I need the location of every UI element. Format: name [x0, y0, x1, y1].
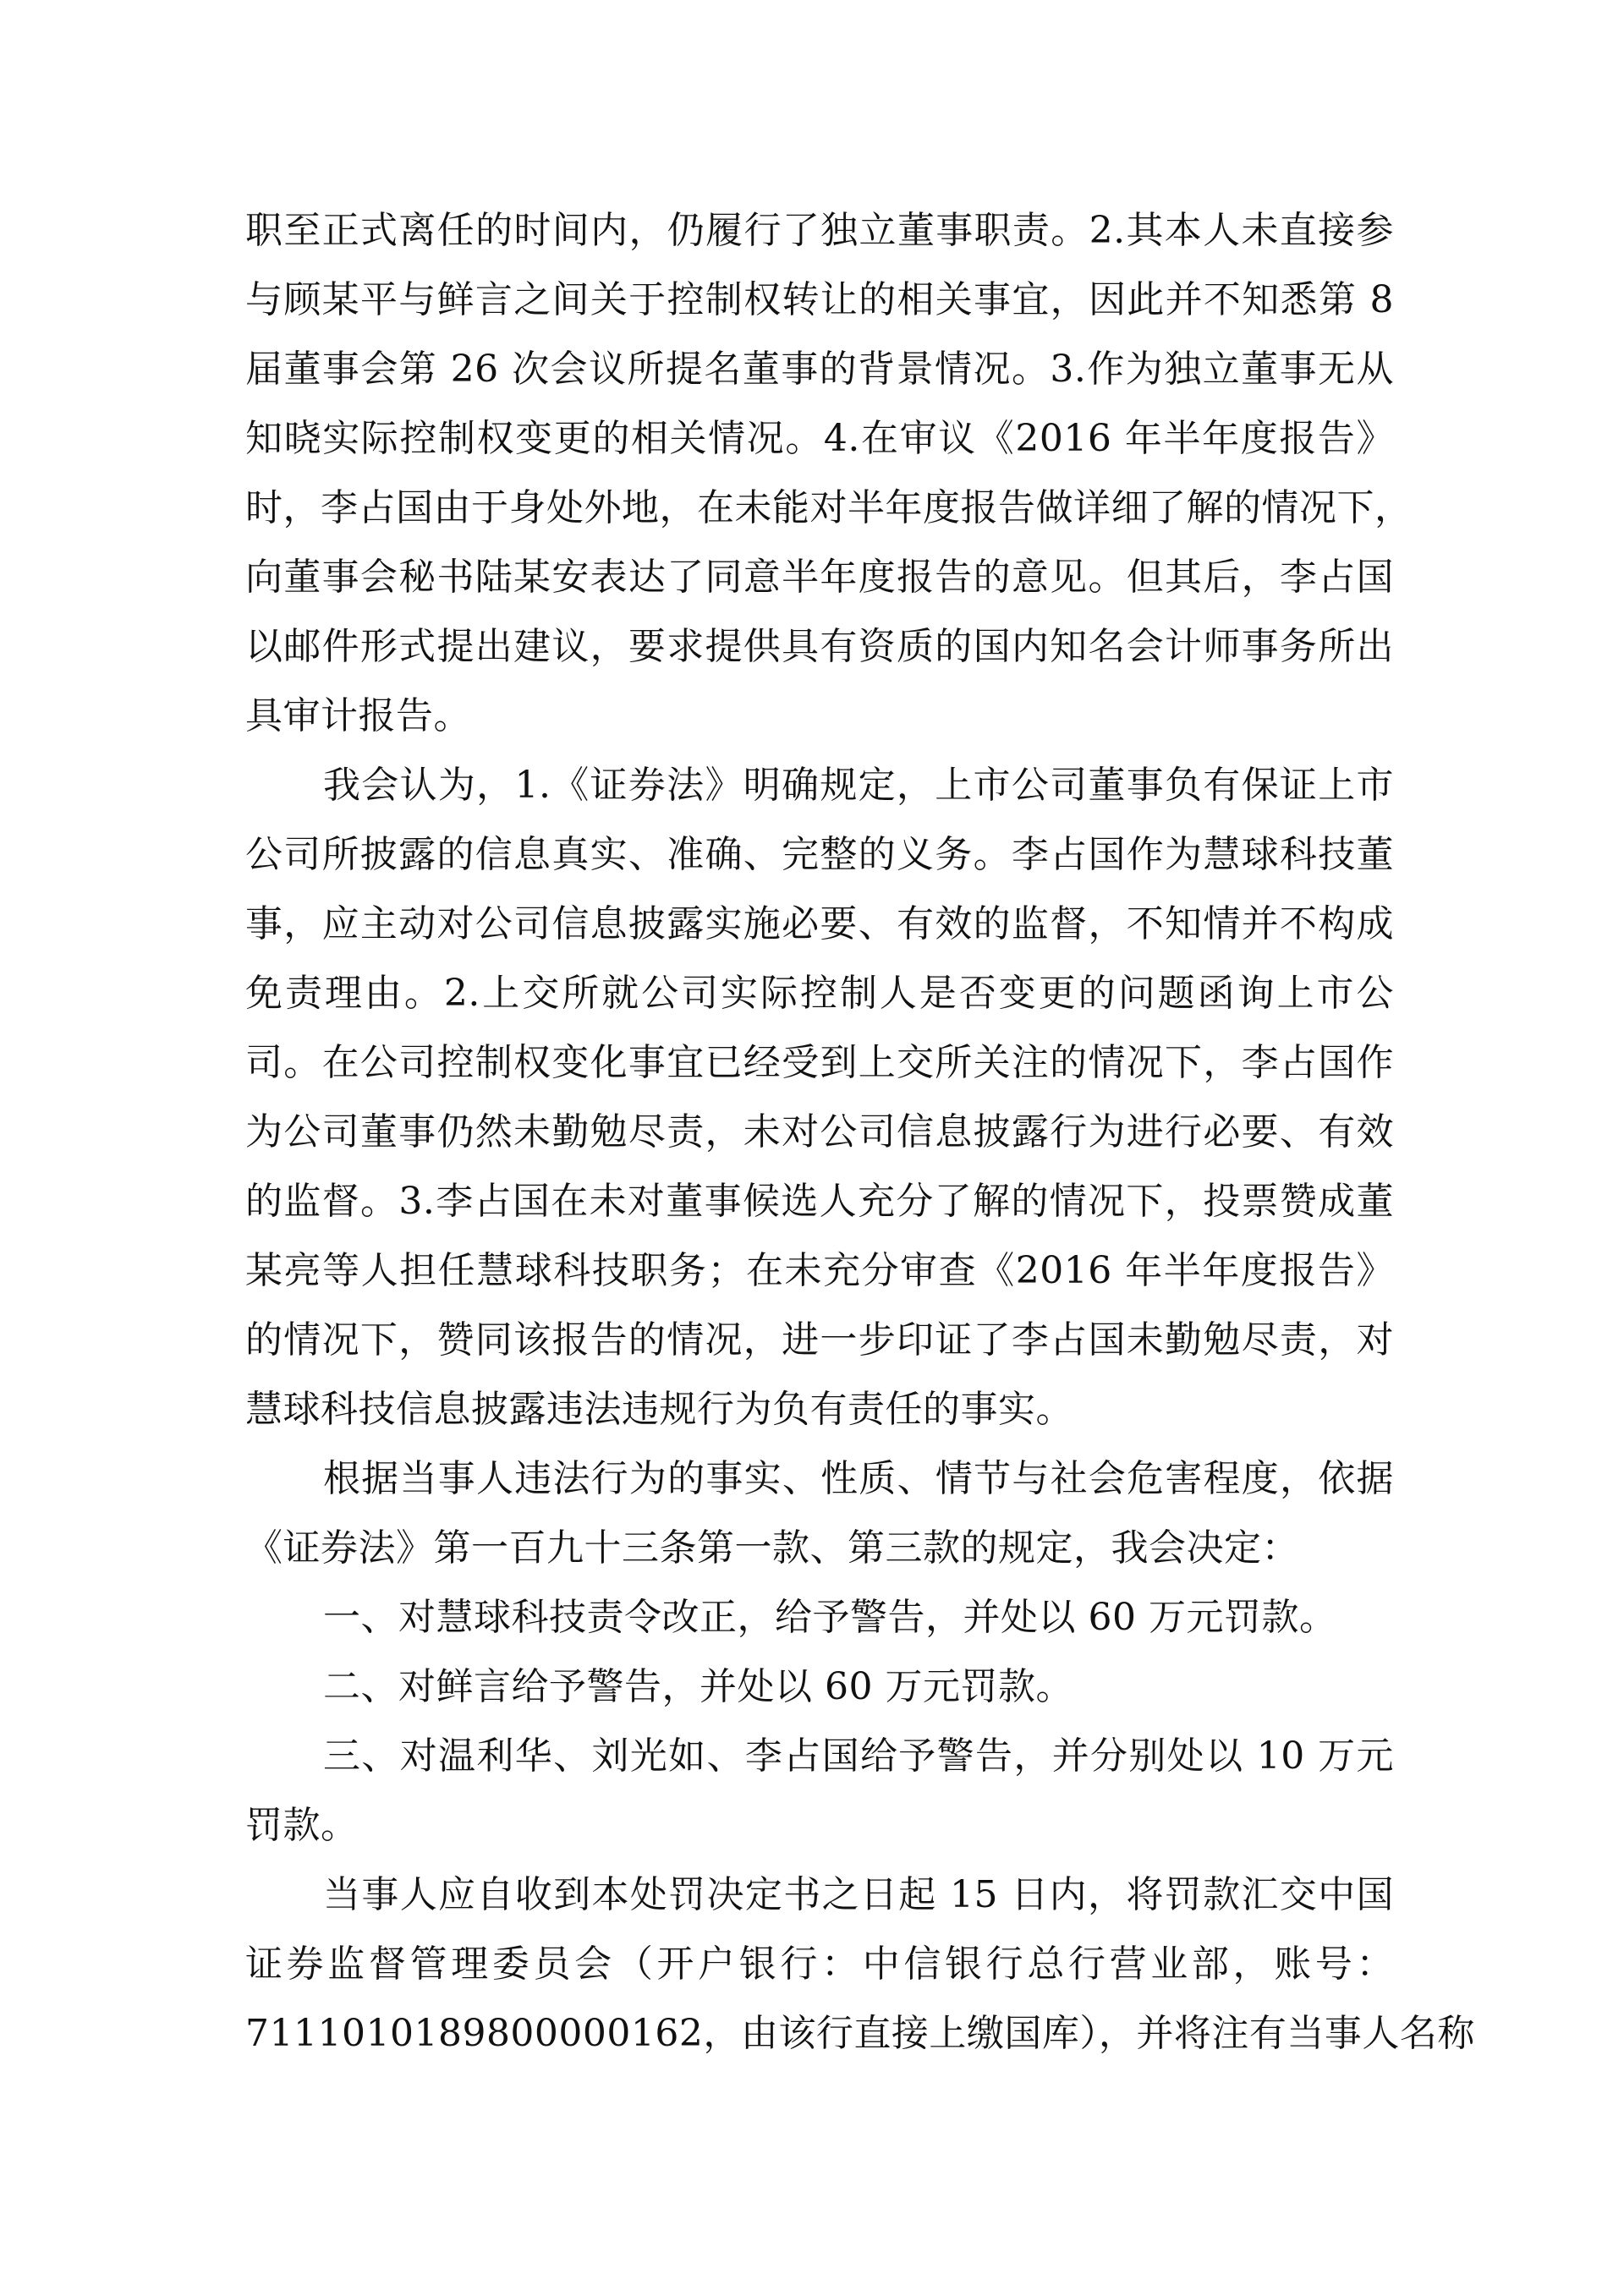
text-line: 证券监督管理委员会（开户银行：中信银行总行营业部，账号： [245, 1943, 1394, 1986]
text-line: 届董事会第 26 次会议所提名董事的背景情况。3.作为独立董事无从 [245, 348, 1394, 391]
text-line: 知晓实际控制权变更的相关情况。4.在审议《2016 年半年度报告》 [245, 417, 1394, 460]
decision-item-1: 一、对慧球科技责令改正，给予警告，并处以 60 万元罚款。 [323, 1596, 1337, 1639]
text-line: 慧球科技信息披露违法违规行为负有责任的事实。 [245, 1388, 1073, 1431]
text-line: 事，应主动对公司信息披露实施必要、有效的监督，不知情并不构成 [245, 902, 1394, 945]
text-line: 免责理由。2.上交所就公司实际控制人是否变更的问题函询上市公 [245, 972, 1394, 1015]
text-line: 职至正式离任的时间内，仍履行了独立董事职责。2.其本人未直接参 [245, 209, 1394, 252]
paragraph-start-line: 当事人应自收到本处罚决定书之日起 15 日内，将罚款汇交中国 [323, 1873, 1394, 1916]
paragraph-start-line: 根据当事人违法行为的事实、性质、情节与社会危害程度，依据 [323, 1457, 1394, 1500]
text-line: 的监督。3.李占国在未对董事候选人充分了解的情况下，投票赞成董 [245, 1180, 1394, 1223]
text-line: 时，李占国由于身处外地，在未能对半年度报告做详细了解的情况下， [245, 486, 1413, 529]
decision-item-3: 三、对温利华、刘光如、李占国给予警告，并分别处以 10 万元 [323, 1734, 1394, 1778]
text-line: 以邮件形式提出建议，要求提供具有资质的国内知名会计师事务所出 [245, 625, 1394, 668]
text-line: 与顾某平与鲜言之间关于控制权转让的相关事宜，因此并不知悉第 8 [245, 278, 1394, 321]
text-line: 公司所披露的信息真实、准确、完整的义务。李占国作为慧球科技董 [245, 833, 1394, 876]
text-line: 《证券法》第一百九十三条第一款、第三款的规定，我会决定： [245, 1526, 1299, 1570]
bank-account-line: 7111010189800000162，由该行直接上缴国库），并将注有当事人名称 [245, 2012, 1475, 2055]
document-page [245, 196, 1475, 2069]
text-line: 向董事会秘书陆某安表达了同意半年度报告的意见。但其后，李占国 [245, 556, 1394, 599]
text-line: 司。在公司控制权变化事宜已经受到上交所关注的情况下，李占国作 [245, 1041, 1394, 1084]
text-line: 罚款。 [245, 1804, 359, 1847]
text-line: 具审计报告。 [245, 694, 471, 737]
text-line: 某亮等人担任慧球科技职务；在未充分审查《2016 年半年度报告》 [245, 1249, 1394, 1292]
paragraph-start-line: 我会认为，1.《证券法》明确规定，上市公司董事负有保证上市 [323, 764, 1394, 807]
text-line: 的情况下，赞同该报告的情况，进一步印证了李占国未勤勉尽责，对 [245, 1318, 1394, 1362]
decision-item-2: 二、对鲜言给予警告，并处以 60 万元罚款。 [323, 1665, 1073, 1708]
text-line: 为公司董事仍然未勤勉尽责，未对公司信息披露行为进行必要、有效 [245, 1110, 1394, 1153]
